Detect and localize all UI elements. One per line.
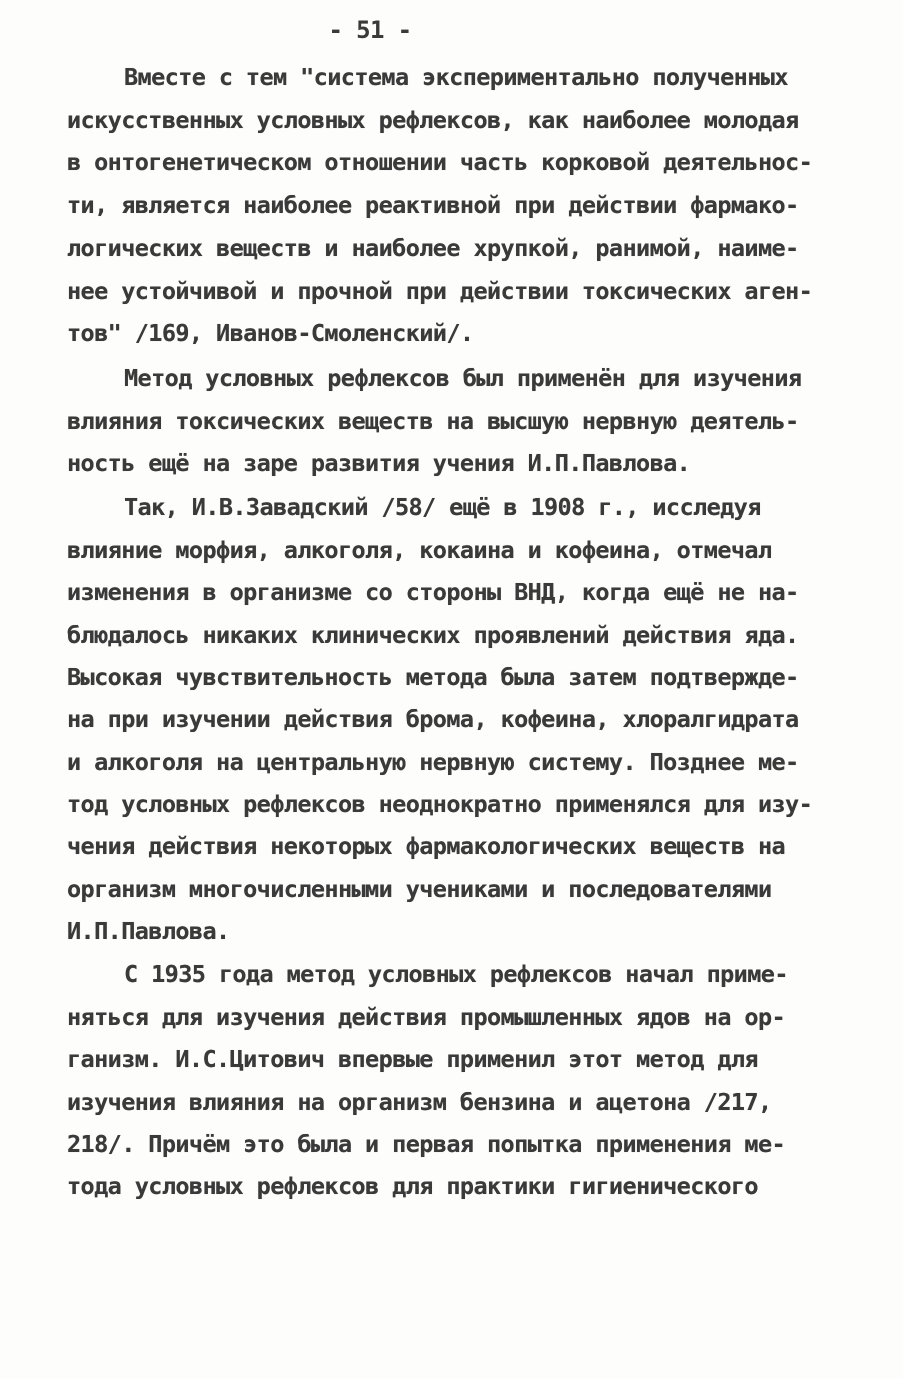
text-line: влияние морфия, алкоголя, кокаина и кофеина, отмечал [67,536,772,564]
text-line: И.П.Павлова. [67,917,230,945]
text-line: и алкоголя на центральную нервную систему. Позднее ме- [67,748,799,776]
text-line: нее устойчивой и прочной при действии токсических аген- [67,277,813,305]
text-line: С 1935 года метод условных рефлексов начал приме- [124,960,788,988]
text-line: няться для изучения действия промышленных ядов на ор- [67,1003,786,1031]
text-line: в онтогенетическом отношении часть корковой деятельнос- [67,148,813,176]
text-line: влияния токсических веществ на высшую нервную деятель- [67,407,799,435]
text-line: ганизм. И.С.Цитович впервые применил этот метод для [67,1045,758,1073]
text-line: тода условных рефлексов для практики гигиенического [67,1172,758,1200]
page-number: - 51 - [328,16,412,44]
text-line: тов" /169, Иванов-Смоленский/. [67,319,474,347]
text-line: Метод условных рефлексов был применён для изучения [124,364,802,392]
text-line: на при изучении действия брома, кофеина, хлоралгидрата [67,705,799,733]
text-line: тод условных рефлексов неоднократно применялся для изу- [67,790,813,818]
text-line: ность ещё на заре развития учения И.П.Павлова. [67,449,691,477]
text-line: организм многочисленными учениками и последователями [67,875,772,903]
text-line: логических веществ и наиболее хрупкой, ранимой, наиме- [67,234,799,262]
text-line: изучения влияния на организм бензина и ацетона /217, [67,1088,772,1116]
text-line: Вместе с тем "система экспериментально полученных [124,63,788,91]
text-line: 218/. Причём это была и первая попытка применения ме- [67,1130,786,1158]
text-line: искусственных условных рефлексов, как наиболее молодая [67,106,799,134]
text-line: ти, является наиболее реактивной при действии фармако- [67,191,799,219]
text-line: Так, И.В.Завадский /58/ ещё в 1908 г., исследуя [124,493,761,521]
text-line: изменения в организме со стороны ВНД, когда ещё не на- [67,578,799,606]
text-line: Высокая чувствительность метода была затем подтвержде- [67,663,799,691]
text-line: чения действия некоторых фармакологических веществ на [67,832,786,860]
text-line: блюдалось никаких клинических проявлений действия яда. [67,621,799,649]
